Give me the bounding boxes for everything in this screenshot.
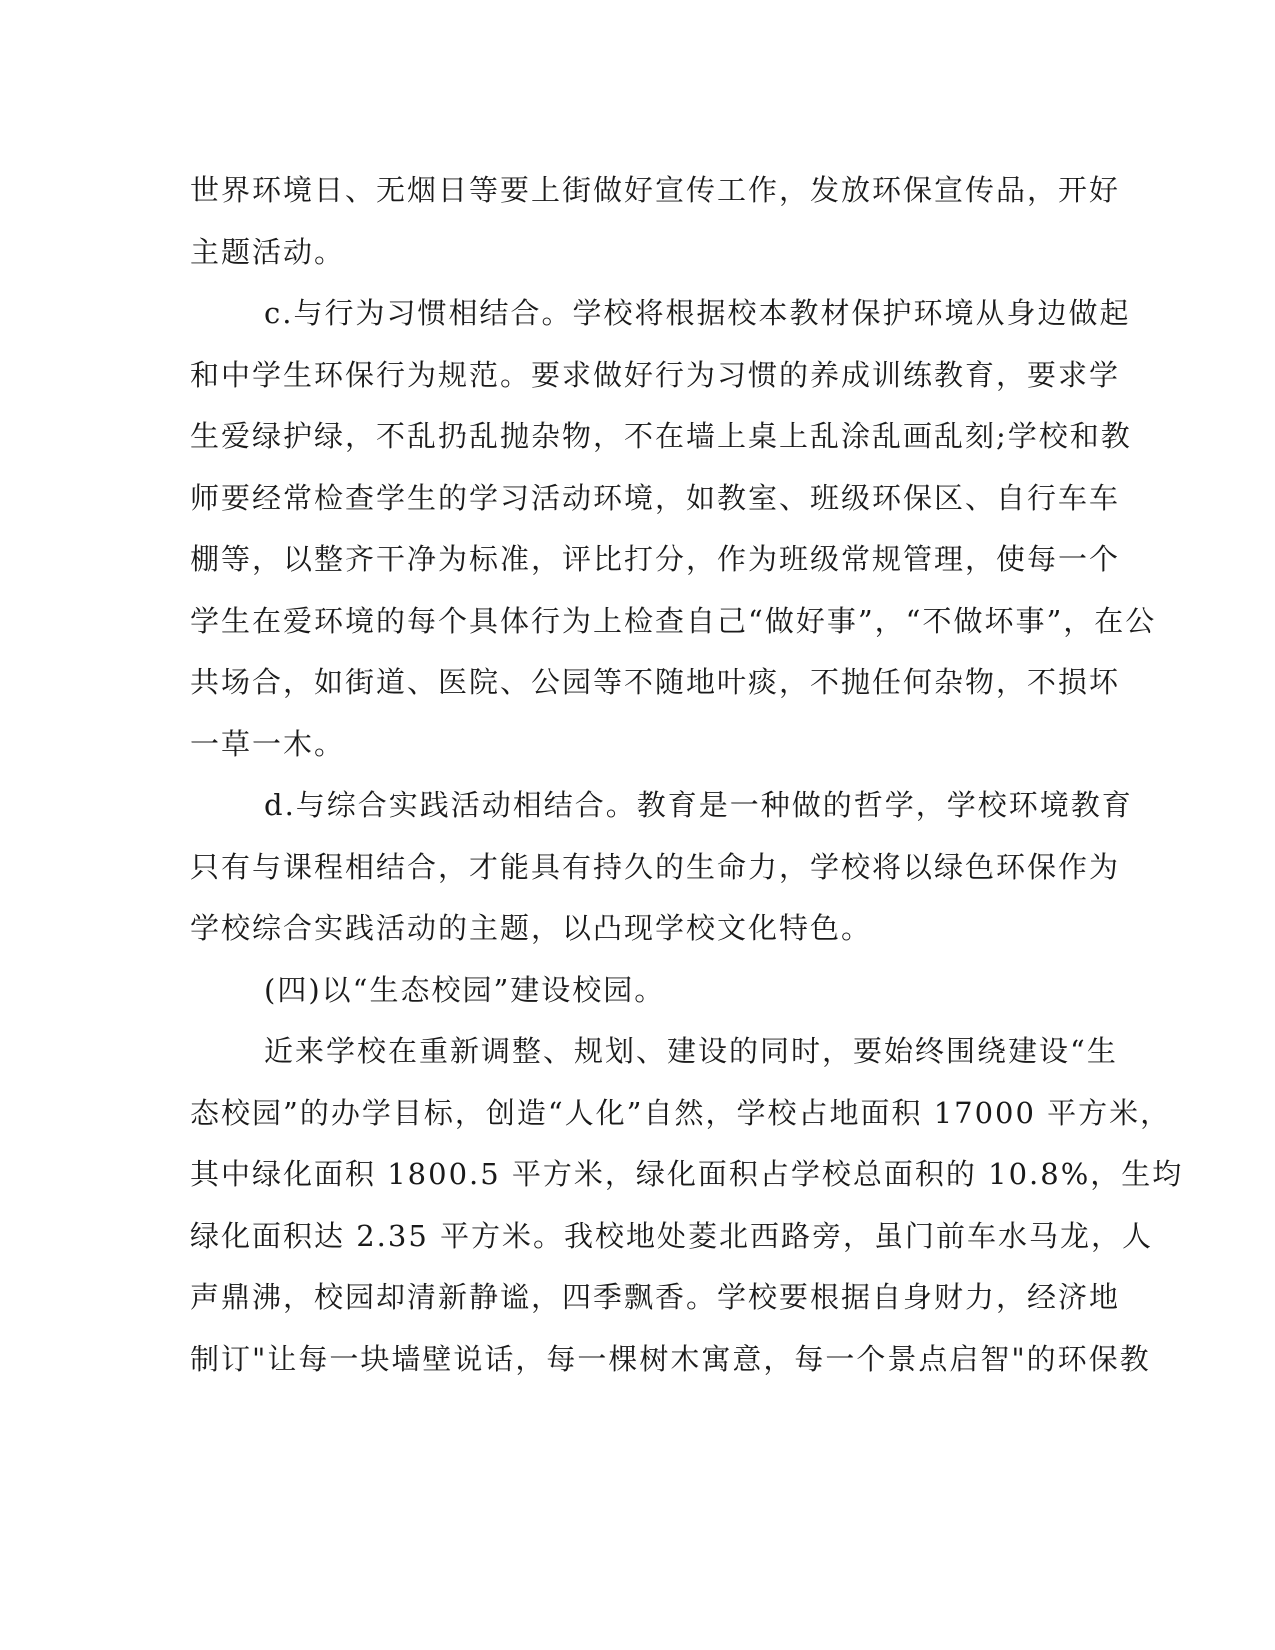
text-line: 世界环境日、无烟日等要上街做好宣传工作，发放环保宣传品，开好 — [190, 173, 1121, 207]
text-line: 共场合，如街道、医院、公园等不随地叶痰，不抛任何杂物，不损坏 — [190, 665, 1121, 699]
paragraph-start-line: c.与行为习惯相结合。学校将根据校本教材保护环境从身边做起 — [264, 296, 1131, 330]
text-line: 制订"让每一块墙壁说话，每一棵树木寓意，每一个景点启智"的环保教 — [190, 1341, 1151, 1376]
paragraph-start-line: 近来学校在重新调整、规划、建设的同时，要始终围绕建设“生 — [264, 1034, 1118, 1068]
text-line: 只有与课程相结合，才能具有持久的生命力，学校将以绿色环保作为 — [190, 849, 1121, 884]
text-line: 学校综合实践活动的主题，以凸现学校文化特色。 — [190, 911, 873, 945]
text-line: 其中绿化面积 1800.5 平方米，绿化面积占学校总面积的 10.8%，生均 — [190, 1157, 1184, 1191]
section-heading: (四)以“生态校园”建设校园。 — [264, 972, 666, 1007]
text-line: 师要经常检查学生的学习活动环境，如教室、班级环保区、自行车车 — [190, 480, 1121, 515]
text-line: 绿化面积达 2.35 平方米。我校地处菱北西路旁，虽门前车水马龙，人 — [190, 1218, 1154, 1253]
text-line: 主题活动。 — [190, 234, 346, 269]
text-line: 生爱绿护绿，不乱扔乱抛杂物，不在墙上桌上乱涂乱画乱刻;学校和教 — [190, 419, 1132, 453]
text-line: 一草一木。 — [190, 726, 346, 761]
text-line: 态校园”的办学目标，创造“人化”自然，学校占地面积 17000 平方米， — [190, 1095, 1172, 1130]
paragraph-start-line: d.与综合实践活动相结合。教育是一种做的哲学，学校环境教育 — [264, 788, 1133, 822]
text-line: 和中学生环保行为规范。要求做好行为习惯的养成训练教育，要求学 — [190, 357, 1121, 392]
text-line: 学生在爱环境的每个具体行为上检查自己“做好事”，“不做坏事”，在公 — [190, 603, 1157, 638]
text-line: 声鼎沸，校园却清新静谧，四季飘香。学校要根据自身财力，经济地 — [190, 1280, 1121, 1314]
text-line: 棚等，以整齐干净为标准，评比打分，作为班级常规管理，使每一个 — [190, 542, 1121, 576]
body-text — [190, 160, 1184, 1390]
